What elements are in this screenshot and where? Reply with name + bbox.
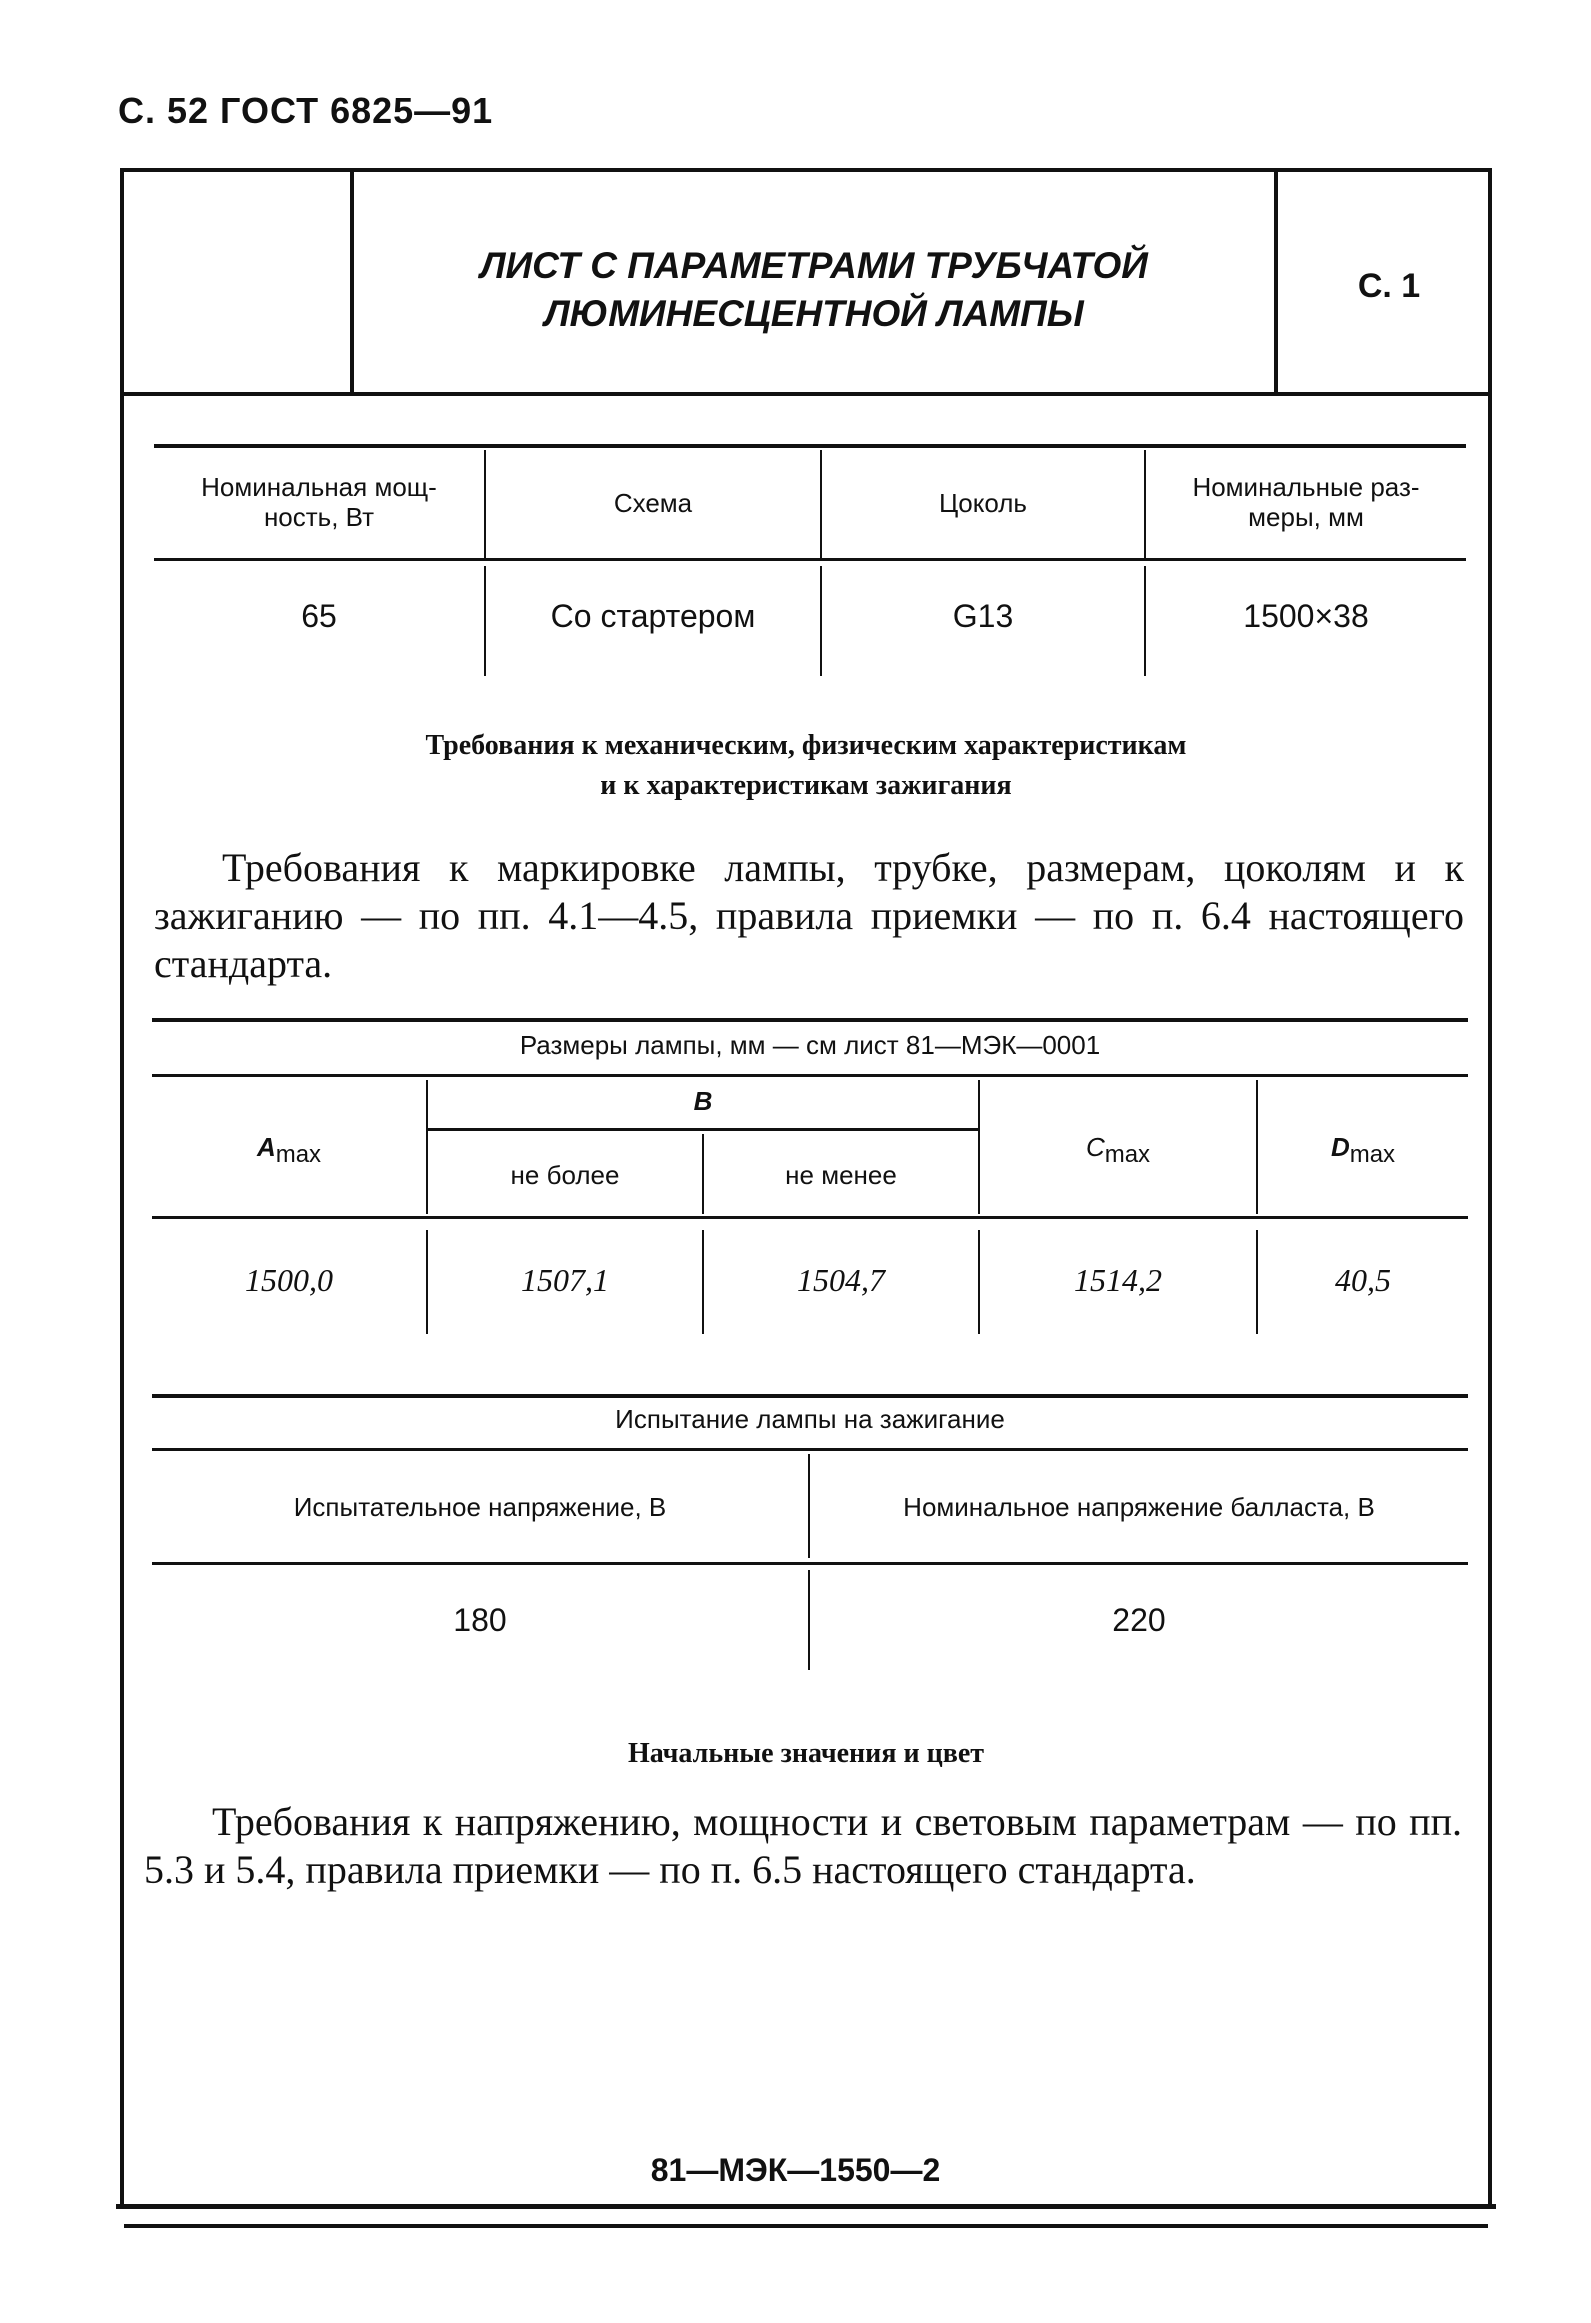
section1-text: Требования к маркировке лампы, трубке, размерам, цоколям и к зажиганию — по пп. 4.1—4.5, правила приемки — по п. 6.4 настоящего стандарта. bbox=[154, 845, 1464, 986]
dims-header-b: B bbox=[693, 1086, 713, 1116]
sheet-title bbox=[354, 242, 1274, 338]
sheet-title-line1: ЛИСТ С ПАРАМЕТРАМИ ТРУБЧАТОЙ bbox=[480, 245, 1148, 286]
sheet-title-line2: ЛЮМИНЕСЦЕНТНОЙ ЛАМПЫ bbox=[544, 293, 1084, 334]
params-value-dims: 1500×38 bbox=[1243, 598, 1369, 634]
params-top-rule bbox=[154, 444, 1466, 448]
ignition-caption: Испытание лампы на зажигание bbox=[615, 1404, 1005, 1434]
dims-header-c-letter: C bbox=[1085, 1132, 1105, 1162]
params-header-base: Цоколь bbox=[939, 488, 1027, 518]
section2-text: Требования к напряжению, мощности и световым параметрам — по пп. 5.3 и 5.4, правила приемки — по п. 6.5 настоящего стандарта. bbox=[144, 1799, 1462, 1892]
params-mid-rule bbox=[154, 558, 1466, 561]
params-value-power: 65 bbox=[301, 598, 337, 634]
dims-header-c-sub: max bbox=[1104, 1141, 1151, 1168]
section1-title-line2: и к характеристикам зажигания bbox=[600, 770, 1012, 801]
sheet-number: С. 1 bbox=[1357, 267, 1421, 305]
params-header-power: Номинальная мощ- ность, Вт bbox=[201, 472, 437, 532]
footer-rule bbox=[124, 2224, 1488, 2228]
page-header: С. 52 ГОСТ 6825—91 bbox=[118, 90, 494, 131]
dims-header-b-max: не более bbox=[510, 1160, 620, 1190]
dims-header-d bbox=[1258, 1132, 1468, 1170]
params-header-scheme: Схема bbox=[613, 488, 693, 518]
section1-title-line1: Требования к механическим, физическим характеристикам bbox=[425, 730, 1187, 761]
dims-caption: Размеры лампы, мм — см лист 81—МЭК—0001 bbox=[519, 1030, 1101, 1060]
dims-header-a-letter: A bbox=[256, 1132, 276, 1162]
section1-title bbox=[124, 726, 1488, 806]
dims-value-b-max: 1507,1 bbox=[521, 1262, 609, 1298]
dims-header-a-sub: max bbox=[275, 1141, 322, 1168]
params-value-base: G13 bbox=[952, 598, 1014, 634]
ignition-header-test-voltage: Испытательное напряжение, В bbox=[293, 1492, 667, 1522]
dims-header-b-min: не менее bbox=[785, 1160, 897, 1190]
ignition-value-ballast-voltage: 220 bbox=[1112, 1602, 1166, 1638]
dims-header-c bbox=[980, 1132, 1256, 1170]
document-code: 81—МЭК—1550—2 bbox=[650, 2152, 941, 2188]
section2-title: Начальные значения и цвет bbox=[627, 1738, 985, 1769]
title-divider-right bbox=[1274, 172, 1278, 392]
ignition-header-ballast-voltage: Номинальное напряжение балласта, В bbox=[903, 1492, 1375, 1522]
dims-header-d-letter: D bbox=[1330, 1132, 1350, 1162]
params-header-dims: Номинальные раз- меры, мм bbox=[1192, 472, 1420, 532]
ignition-value-test-voltage: 180 bbox=[453, 1602, 507, 1638]
dims-value-c: 1514,2 bbox=[1074, 1262, 1162, 1298]
params-value-scheme: Со стартером bbox=[550, 598, 756, 634]
dims-header-d-sub: max bbox=[1349, 1141, 1396, 1168]
frame-bottom-rule bbox=[116, 2204, 1496, 2209]
sheet-frame bbox=[120, 168, 1492, 2206]
dims-header-a bbox=[152, 1132, 426, 1170]
dims-value-a: 1500,0 bbox=[245, 1262, 333, 1298]
title-block bbox=[124, 172, 1488, 396]
dims-value-b-min: 1504,7 bbox=[797, 1262, 885, 1298]
dims-value-d: 40,5 bbox=[1335, 1262, 1391, 1298]
